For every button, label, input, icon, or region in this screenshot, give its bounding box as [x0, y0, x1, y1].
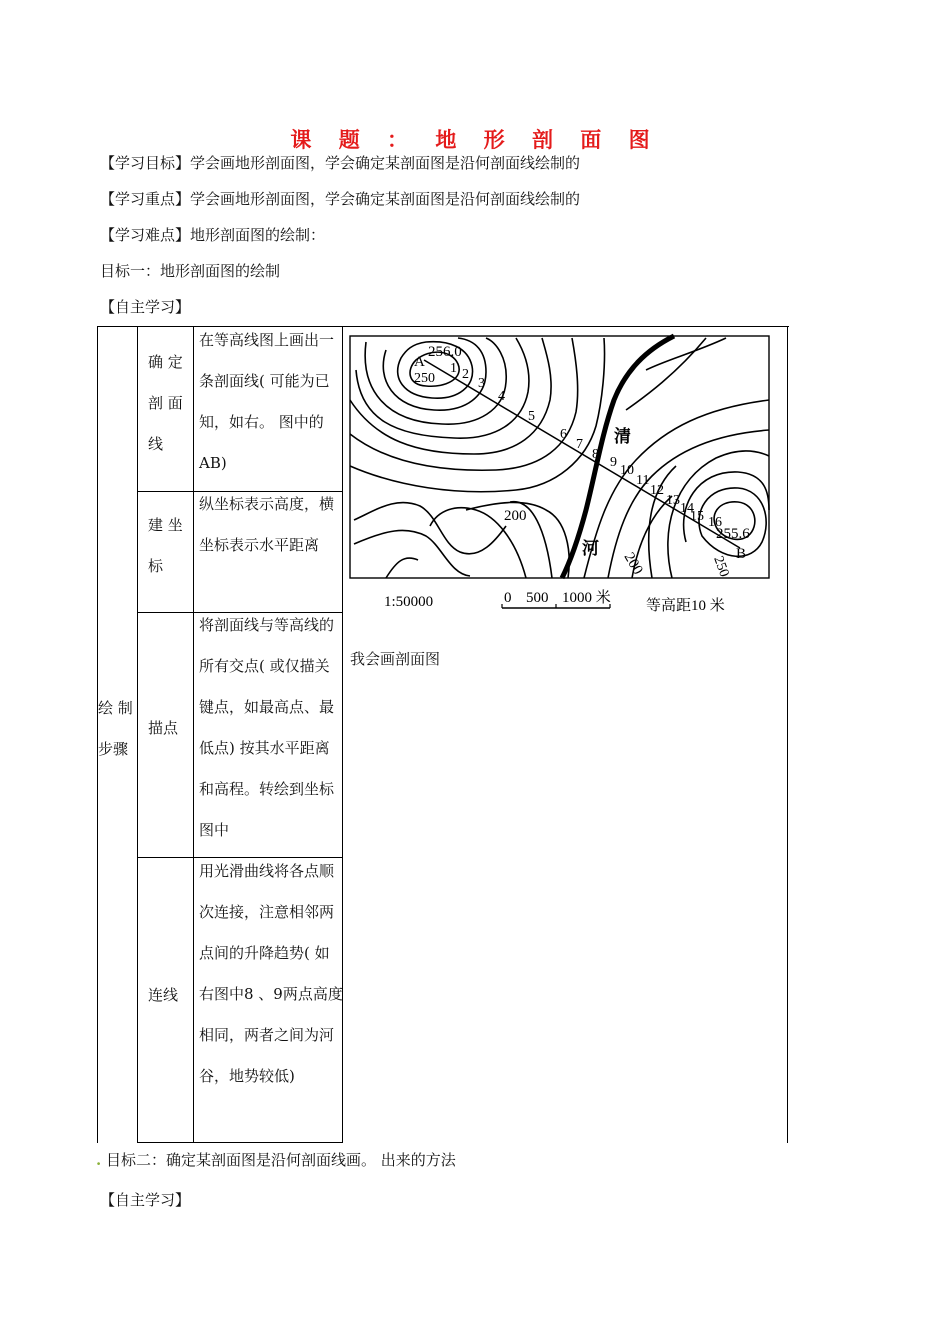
step-description: 将剖面线与等高线的所有交点( 或仅描关键点，如最高点、最低点) 按其水平距离和高程。转绘到坐标图中	[199, 616, 335, 839]
row-divider	[137, 1142, 343, 1143]
contour-map	[346, 330, 776, 620]
self-study-heading-2: 【自主学习】	[100, 1191, 191, 1209]
intersection-point: 9	[610, 455, 617, 470]
table-far-border	[787, 326, 788, 1143]
intersection-point: 4	[498, 389, 505, 404]
draw-steps-label: 绘 制 步骤	[98, 699, 133, 758]
intersection-point: 14	[680, 501, 694, 516]
learning-difficulty: 【学习难点】地形剖面图的绘制：	[100, 226, 326, 244]
step-label: 建 坐 标	[148, 516, 183, 575]
step-description: 用光滑曲线将各点顺次连接，注意相邻两点间的升降趋势( 如右图中8 、9两点高度相同，两者之间为河谷，地势较低)	[199, 862, 343, 1085]
intersection-point: 3	[478, 376, 485, 391]
intersection-point: 7	[576, 437, 583, 452]
map-caption: 我会画剖面图	[350, 650, 441, 668]
step-description: 纵坐标表示高度，横坐标表示水平距离	[199, 495, 335, 554]
river-name-1: 清	[614, 427, 631, 446]
intersection-point: 12	[650, 483, 664, 498]
intersection-point: 6	[560, 427, 567, 442]
intersection-point: 2	[462, 367, 469, 382]
intersection-point: 11	[636, 473, 650, 488]
self-study-heading: 【自主学习】	[100, 298, 191, 316]
learning-focus: 【学习重点】学会画地形剖面图，学会确定某剖面图是沿何剖面线绘制的	[100, 190, 581, 208]
learning-goal: 【学习目标】学会画地形剖面图，学会确定某剖面图是沿何剖面线绘制的	[100, 154, 581, 172]
scale-1000: 1000 米	[562, 590, 611, 606]
intersection-point: 10	[620, 463, 634, 478]
contour-200-label: 200	[620, 550, 646, 578]
page-title: 课 题 ： 地 形 剖 面 图	[290, 127, 660, 152]
step-description: 在等高线图上画出一条剖面线( 可能为已知，如右。 图中的AB)	[199, 331, 335, 472]
river-name-2: 河	[582, 539, 599, 558]
target-two: . 目标二：确定某剖面图是沿何剖面线画。 出来的方法	[96, 1151, 456, 1169]
intersection-point: 16	[708, 515, 722, 530]
step-label: 确 定 剖 面 线	[148, 353, 183, 453]
contour-250-label: 250	[414, 371, 435, 386]
peak-b-elevation: 255.6	[716, 526, 750, 542]
contour-interval: 等高距10 米	[646, 598, 725, 614]
contour-250-label: 250	[710, 554, 732, 580]
step-label: 描点	[148, 719, 179, 737]
peak-a-elevation: 256.0	[428, 344, 462, 360]
point-a-label: A	[414, 354, 425, 370]
scale-500: 500	[526, 590, 549, 606]
scale-zero: 0	[504, 590, 512, 606]
intersection-point: 13	[666, 493, 680, 508]
point-b-label: B	[736, 546, 747, 562]
intersection-point: 15	[690, 509, 704, 524]
target-one: 目标一：地形剖面图的绘制	[100, 262, 281, 280]
intersection-point: 1	[450, 361, 457, 376]
step-label: 连线	[148, 986, 179, 1004]
scale-ratio: 1:50000	[384, 594, 434, 610]
contour-200-label: 200	[504, 508, 527, 524]
intersection-point: 5	[528, 409, 535, 424]
intersection-point: 8	[592, 447, 599, 462]
